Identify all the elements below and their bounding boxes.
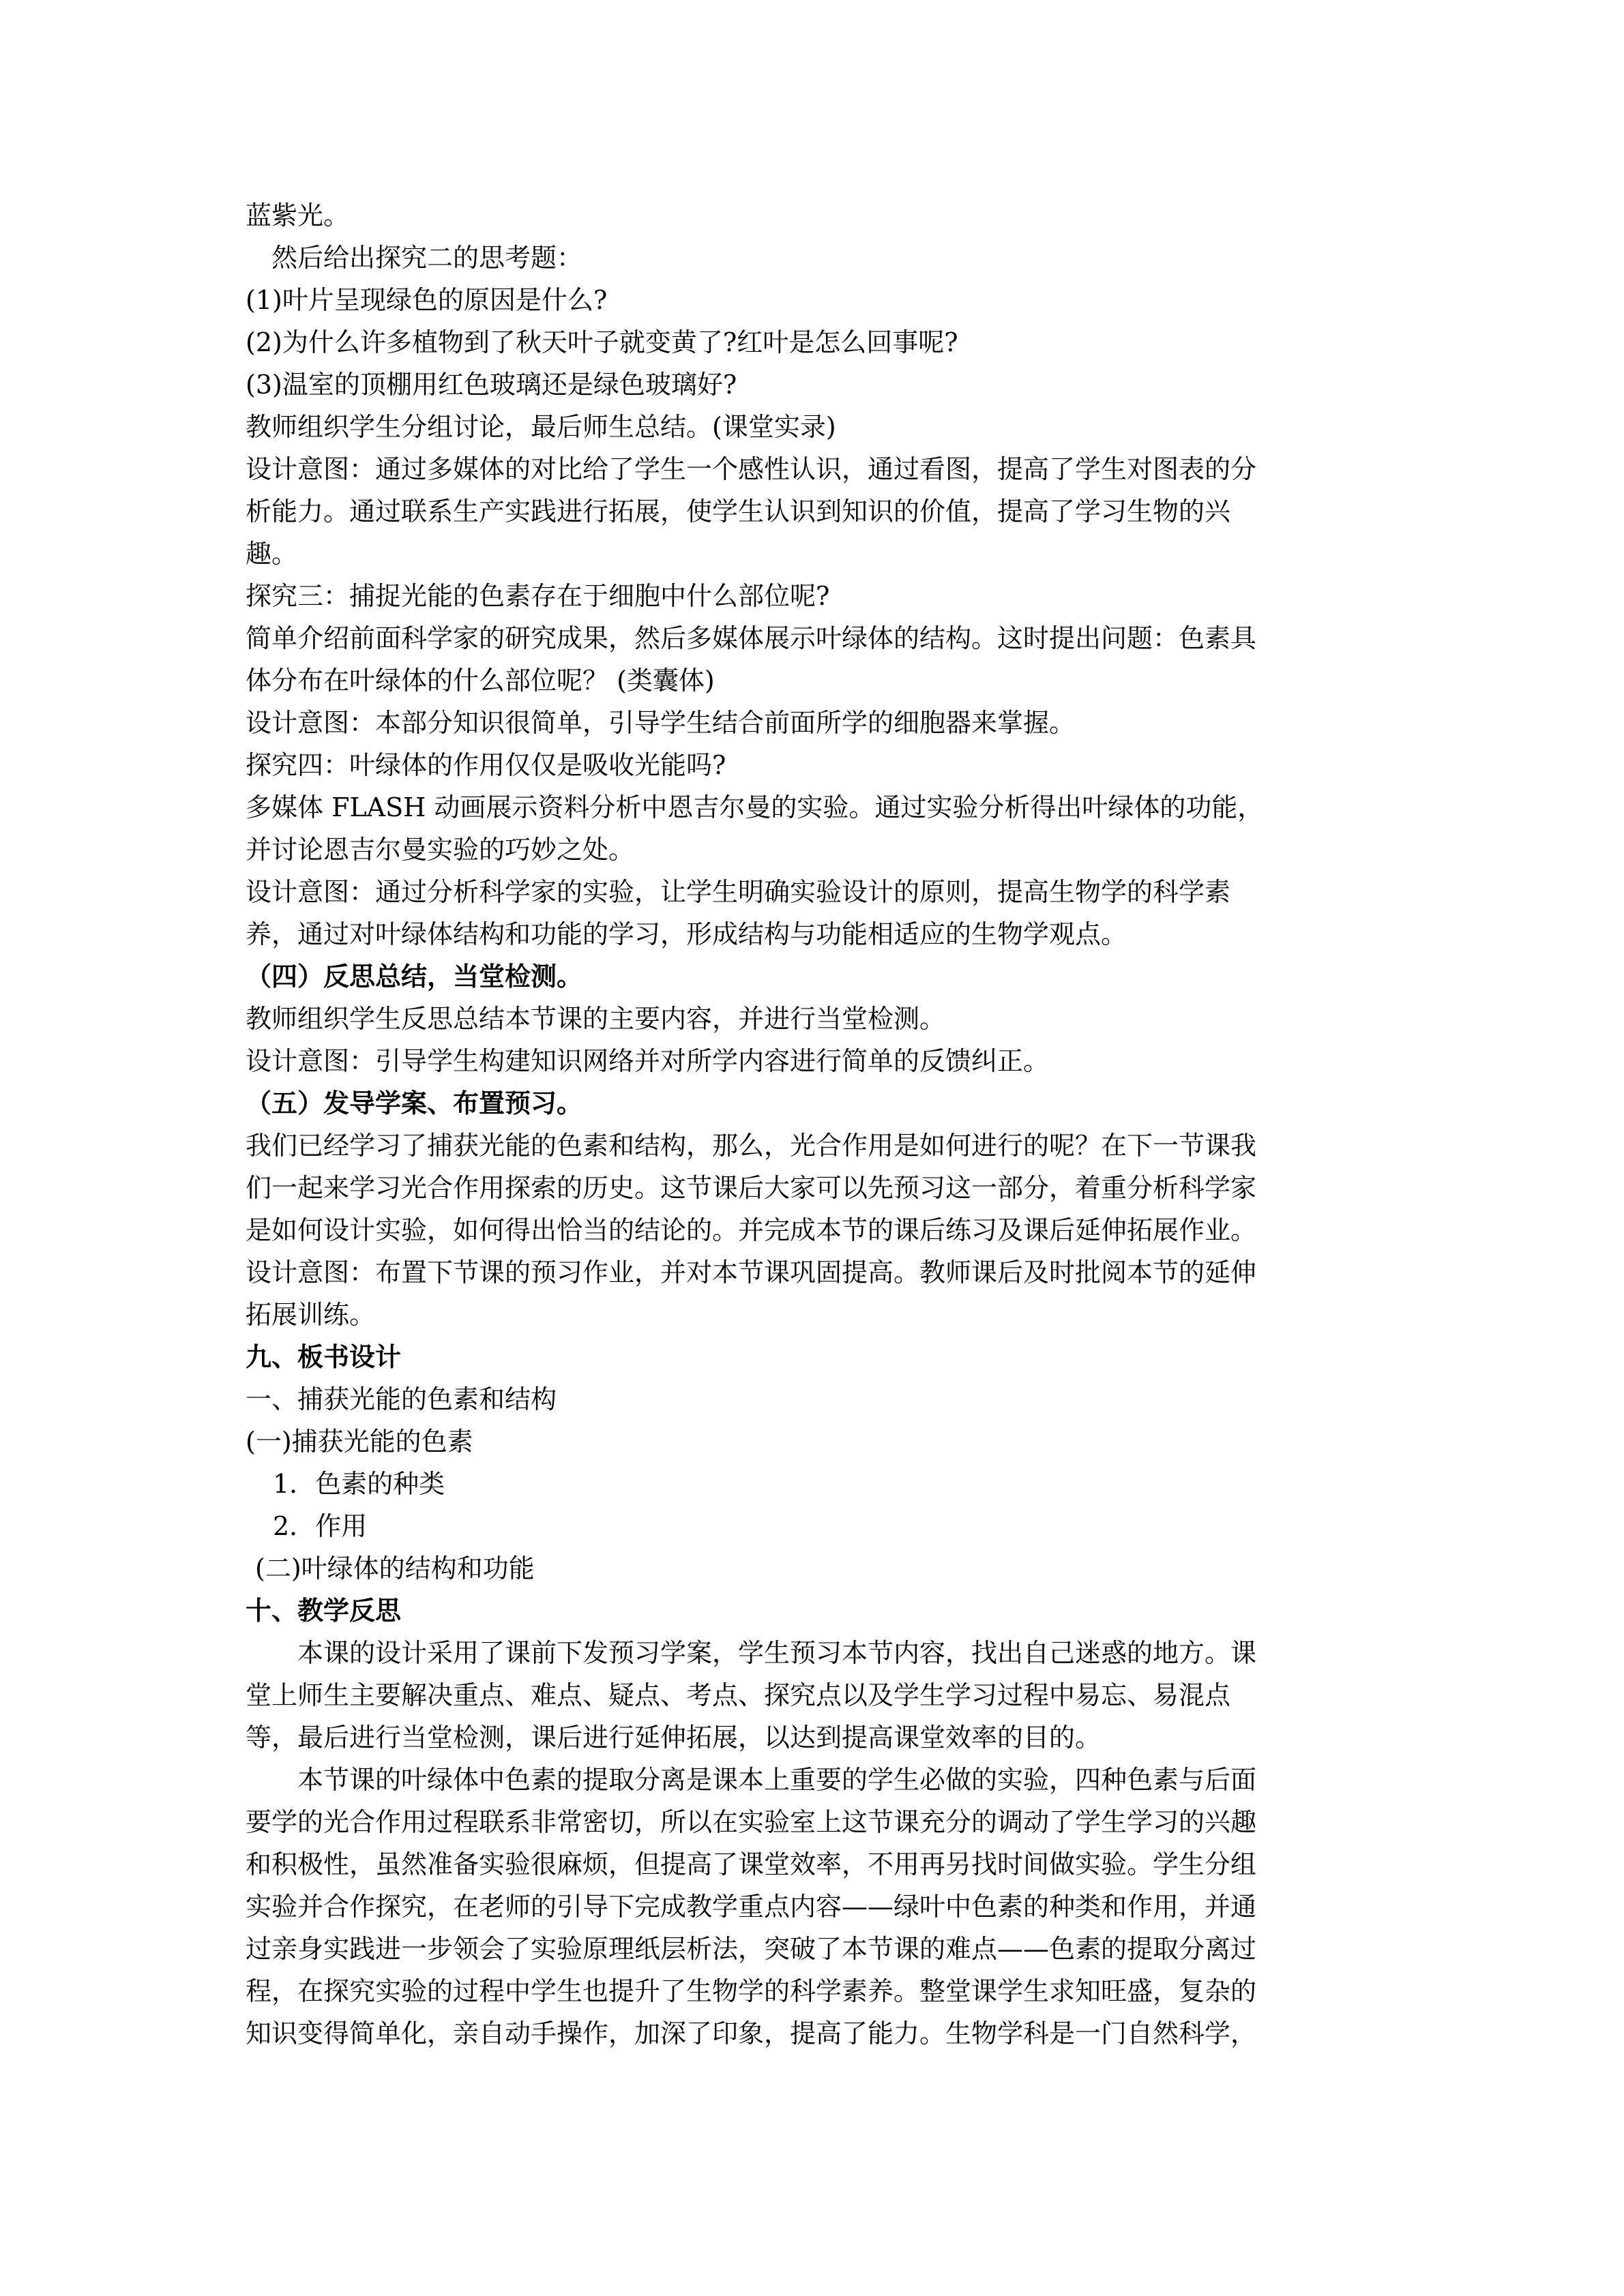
text-line: 等，最后进行当堂检测，课后进行延伸拓展，以达到提高课堂效率的目的。 <box>246 1723 1102 1753</box>
section-heading: （五）发导学案、布置预习。 <box>246 1088 583 1118</box>
text-line: 体分布在叶绿体的什么部位呢？ (类囊体) <box>246 666 715 696</box>
text-line: 们一起来学习光合作用探索的历史。这节课后大家可以先预习这一部分，着重分析科学家 <box>246 1173 1257 1203</box>
text-line: 实验并合作探究，在老师的引导下完成教学重点内容——绿叶中色素的种类和作用，并通 <box>246 1892 1257 1922</box>
text-line: 简单介绍前面科学家的研究成果，然后多媒体展示叶绿体的结构。这时提出问题：色素具 <box>246 623 1257 653</box>
text-line: 要学的光合作用过程联系非常密切，所以在实验室上这节课充分的调动了学生学习的兴趣 <box>246 1807 1257 1837</box>
text-line: 设计意图：布置下节课的预习作业，并对本节课巩固提高。教师课后及时批阅本节的延伸 <box>246 1257 1257 1287</box>
board-outline-item: 2．作用 <box>273 1511 368 1541</box>
question-item: (2)为什么许多植物到了秋天叶子就变黄了?红叶是怎么回事呢? <box>246 327 958 357</box>
text-line: 教师组织学生分组讨论，最后师生总结。(课堂实录) <box>246 412 836 442</box>
board-outline-item: 一、捕获光能的色素和结构 <box>246 1384 557 1414</box>
text-line: 并讨论恩吉尔曼实验的巧妙之处。 <box>246 835 635 865</box>
question-item: (1)叶片呈现绿色的原因是什么? <box>246 285 608 315</box>
text-line: 蓝紫光。 <box>246 200 350 230</box>
text-line: 过亲身实践进一步领会了实验原理纸层析法，突破了本节课的难点——色素的提取分离过 <box>246 1934 1257 1964</box>
text-line: 设计意图：本部分知识很简单，引导学生结合前面所学的细胞器来掌握。 <box>246 708 1076 738</box>
text-line: 设计意图：通过分析科学家的实验，让学生明确实验设计的原则，提高生物学的科学素 <box>246 877 1231 907</box>
text-line: 本节课的叶绿体中色素的提取分离是课本上重要的学生必做的实验，四种色素与后面 <box>297 1765 1257 1795</box>
text-line: 设计意图：引导学生构建知识网络并对所学内容进行简单的反馈纠正。 <box>246 1046 1050 1076</box>
text-line: 然后给出探究二的思考题： <box>271 243 583 273</box>
text-line: 本课的设计采用了课前下发预习学案，学生预习本节内容，找出自己迷惑的地方。课 <box>297 1638 1257 1668</box>
board-outline-item: 1．色素的种类 <box>273 1469 445 1499</box>
text-line: 程，在探究实验的过程中学生也提升了生物学的科学素养。整堂课学生求知旺盛，复杂的 <box>246 1976 1257 2006</box>
document-page <box>246 194 1385 2055</box>
text-line: 我们已经学习了捕获光能的色素和结构，那么，光合作用是如何进行的呢？在下一节课我 <box>246 1131 1257 1161</box>
text-line: 养，通过对叶绿体结构和功能的学习，形成结构与功能相适应的生物学观点。 <box>246 919 1127 949</box>
text-line: 探究四：叶绿体的作用仅仅是吸收光能吗? <box>246 750 726 780</box>
text-line: 拓展训练。 <box>246 1300 376 1330</box>
text-line: 教师组织学生反思总结本节课的主要内容，并进行当堂检测。 <box>246 1004 946 1034</box>
text-line: 趣。 <box>246 539 298 569</box>
text-line: 析能力。通过联系生产实践进行拓展，使学生认识到知识的价值，提高了学习生物的兴 <box>246 496 1231 526</box>
text-line: 和积极性，虽然准备实验很麻烦，但提高了课堂效率，不用再另找时间做实验。学生分组 <box>246 1849 1257 1879</box>
section-heading: 十、教学反思 <box>246 1595 402 1626</box>
board-outline-item: (二)叶绿体的结构和功能 <box>255 1553 535 1583</box>
text-line: 堂上师生主要解决重点、难点、疑点、考点、探究点以及学生学习过程中易忘、易混点 <box>246 1680 1231 1710</box>
text-line: 是如何设计实验，如何得出恰当的结论的。并完成本节的课后练习及课后延伸拓展作业。 <box>246 1215 1257 1245</box>
text-line: 设计意图：通过多媒体的对比给了学生一个感性认识，通过看图，提高了学生对图表的分 <box>246 454 1257 484</box>
text-line: 知识变得简单化，亲自动手操作，加深了印象，提高了能力。生物学科是一门自然科学， <box>246 2018 1257 2048</box>
board-outline-item: (一)捕获光能的色素 <box>246 1427 473 1457</box>
section-heading: （四）反思总结，当堂检测。 <box>246 961 583 992</box>
section-heading: 九、板书设计 <box>246 1341 402 1372</box>
text-line: 多媒体 FLASH 动画展示资料分析中恩吉尔曼的实验。通过实验分析得出叶绿体的功能， <box>246 792 1264 822</box>
question-item: (3)温室的顶棚用红色玻璃还是绿色玻璃好? <box>246 370 737 400</box>
text-line: 探究三：捕捉光能的色素存在于细胞中什么部位呢? <box>246 581 830 611</box>
